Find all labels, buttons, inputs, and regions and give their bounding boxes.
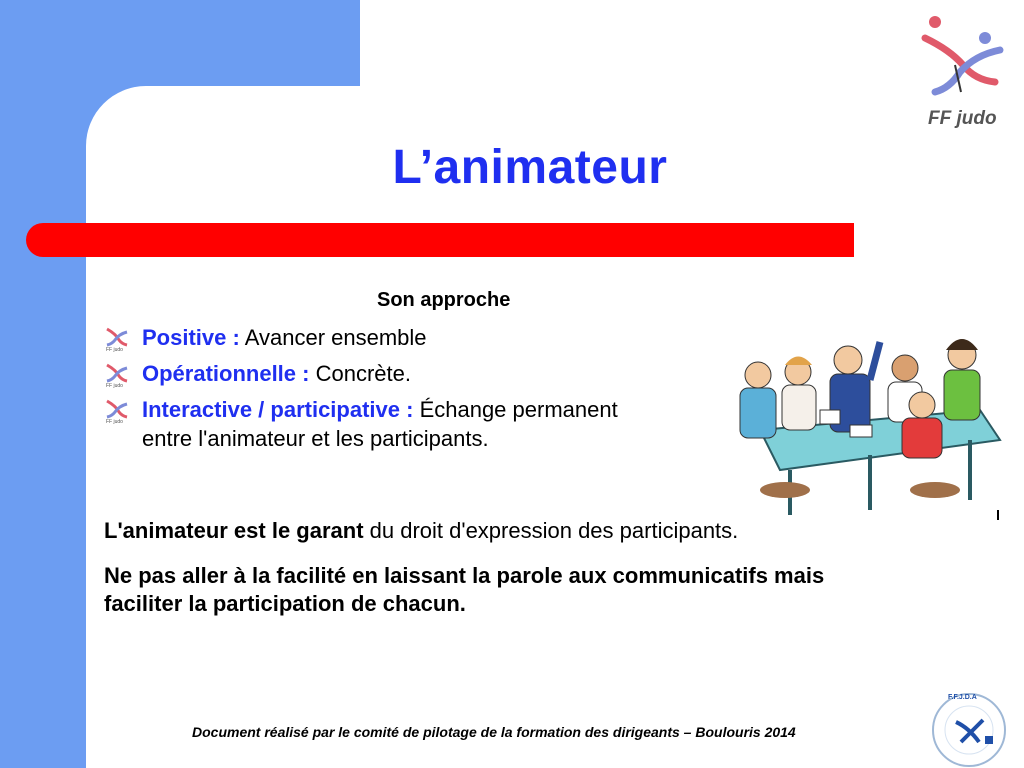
ffjudo-logo-text: FF judo: [928, 108, 997, 129]
bullet-keyword: Opérationnelle: [142, 361, 297, 386]
bullet-list: [104, 320, 704, 454]
bullet-keyword: Positive: [142, 325, 227, 350]
red-divider: [26, 223, 854, 257]
bullet-sep: :: [226, 325, 240, 350]
bullet-logo-icon: [104, 396, 130, 424]
bullet-item: [104, 356, 704, 392]
svg-text:FF judo: FF judo: [106, 383, 123, 388]
bullet-item: [104, 320, 704, 356]
ffjda-seal-icon: [931, 692, 1007, 768]
svg-text:FF judo: FF judo: [106, 419, 123, 424]
bullet-item: [104, 392, 704, 454]
paragraph-bold: L'animateur est le garant: [104, 518, 364, 543]
bullet-logo-icon: [104, 360, 130, 388]
meeting-illustration-icon: [730, 330, 1005, 520]
section-subheading: Son approche: [377, 289, 511, 311]
bullet-logo-icon: [104, 324, 130, 352]
paragraph-facilitate: Ne pas aller à la facilité en laissant la parole aux communicatifs mais faciliter la participation de chacun.: [104, 563, 825, 616]
footer-credit: Document réalisé par le comité de pilotage de la formation des dirigeants – Boulouris 2014: [192, 724, 796, 740]
bullet-text: Concrète.: [309, 361, 411, 386]
blue-side-band: [0, 0, 86, 768]
bullet-sep: :: [400, 397, 414, 422]
bullet-text: Avancer ensemble: [239, 325, 427, 350]
bullet-keyword: Interactive / participative: [142, 397, 400, 422]
paragraph-rest: du droit d'expression des participants.: [363, 518, 739, 543]
page-title: L’animateur: [392, 141, 668, 194]
svg-text:FF judo: FF judo: [106, 347, 123, 352]
bullet-text: Échange permanent: [413, 397, 618, 422]
bullet-sep: :: [296, 361, 310, 386]
stray-mark: [997, 510, 999, 520]
bullet-continuation: entre l'animateur et les participants.: [142, 426, 489, 451]
seal-text: F.F.J.D.A: [948, 694, 977, 701]
paragraph-guarantor: [104, 518, 904, 544]
